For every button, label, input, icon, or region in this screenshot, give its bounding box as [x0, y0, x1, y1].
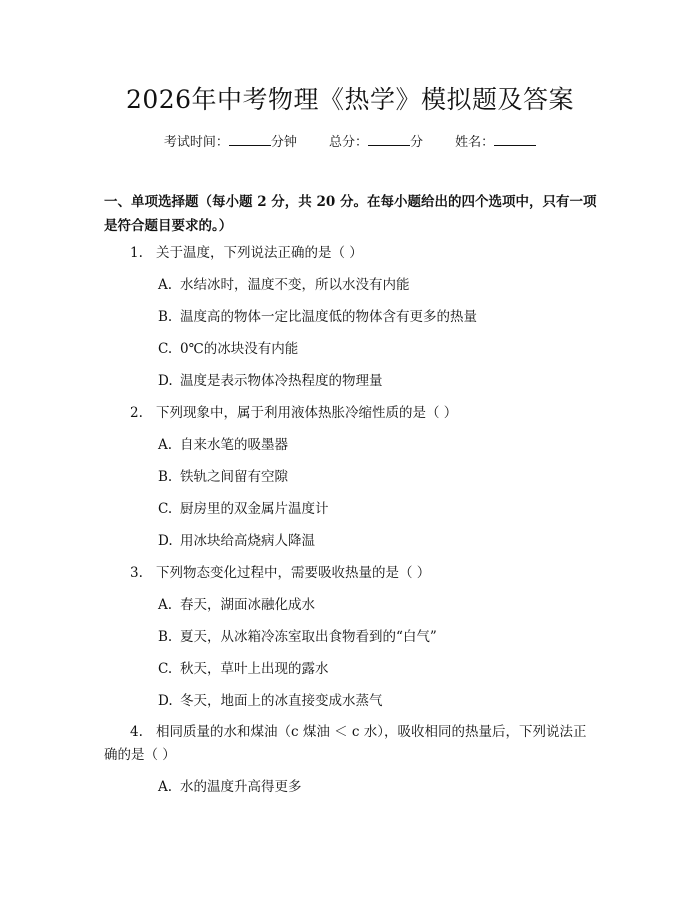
name-label: 姓名： — [455, 135, 495, 150]
time-label: 考试时间： — [163, 135, 229, 150]
question-stem: 相同质量的水和煤油（c 煤油 ＜ c 水），吸收相同的热量后，下列说法正 — [156, 724, 587, 740]
exam-info-line — [0, 131, 700, 150]
q1-option-a — [158, 275, 410, 295]
option-text: 用冰块给高烧病人降温 — [180, 533, 315, 549]
option-text: 秋天，草叶上出现的露水 — [180, 661, 329, 677]
option-label: B. — [158, 469, 173, 485]
option-text: 冬天，地面上的冰直接变成水蒸气 — [180, 693, 383, 709]
question-3 — [130, 563, 430, 583]
option-label: D. — [158, 533, 173, 549]
option-label: C. — [158, 341, 173, 357]
option-label: B. — [158, 309, 173, 325]
option-text: 自来水笔的吸墨器 — [180, 437, 288, 453]
question-number: 3. — [130, 565, 143, 581]
time-field — [164, 135, 301, 150]
q3-option-a — [158, 595, 315, 615]
option-text: 温度是表示物体冷热程度的物理量 — [180, 373, 383, 389]
option-label: D. — [158, 693, 173, 709]
score-unit: 分 — [410, 135, 424, 150]
question-number: 2. — [130, 405, 143, 421]
question-4 — [130, 722, 587, 742]
option-label: A. — [158, 779, 173, 795]
page-title: 2026年中考物理《热学》模拟题及答案 — [125, 85, 575, 114]
option-label: A. — [158, 437, 173, 453]
option-text: 水结冰时，温度不变，所以水没有内能 — [180, 277, 410, 293]
score-label: 总分： — [328, 135, 368, 150]
option-text: 夏天，从冰箱冷冻室取出食物看到的“白气” — [180, 629, 437, 645]
option-label: C. — [158, 661, 173, 677]
q3-option-b — [158, 627, 437, 647]
q2-option-a — [158, 435, 288, 455]
score-blank — [368, 133, 410, 146]
question-1 — [130, 243, 363, 263]
option-label: A. — [158, 597, 173, 613]
option-label: A. — [158, 277, 173, 293]
option-text: 铁轨之间留有空隙 — [180, 469, 288, 485]
option-label: D. — [158, 373, 173, 389]
question-number: 4. — [130, 724, 143, 740]
question-4-stem-continuation: 确的是（ ） — [104, 747, 176, 763]
option-text: 厨房里的双金属片温度计 — [180, 501, 329, 517]
score-field — [329, 135, 427, 150]
question-number: 1. — [130, 245, 143, 261]
question-stem: 下列物态变化过程中，需要吸收热量的是（ ） — [156, 565, 431, 581]
q4-option-a — [158, 777, 302, 797]
q1-option-d — [158, 371, 383, 391]
time-blank — [229, 133, 271, 146]
option-label: C. — [158, 501, 173, 517]
name-blank — [494, 133, 536, 146]
q1-option-c — [158, 339, 298, 359]
q1-option-b — [158, 307, 477, 327]
q2-option-c — [158, 499, 329, 519]
option-label: B. — [158, 629, 173, 645]
question-stem: 关于温度，下列说法正确的是（ ） — [156, 245, 363, 261]
time-unit: 分钟 — [270, 135, 297, 150]
section-heading: 一、单项选择题（每小题 2 分，共 20 分。在每小题给出的四个选项中，只有一项是符合题目要求的。） — [104, 194, 597, 234]
q2-option-b — [158, 467, 288, 487]
question-2 — [130, 403, 457, 423]
name-field — [455, 135, 536, 150]
q3-option-d — [158, 691, 383, 711]
question-stem: 下列现象中，属于利用液体热胀冷缩性质的是（ ） — [156, 405, 458, 421]
option-text: 春天，湖面冰融化成水 — [180, 597, 315, 613]
option-text: 温度高的物体一定比温度低的物体含有更多的热量 — [180, 309, 477, 325]
q2-option-d — [158, 531, 315, 551]
option-text: 0℃的冰块没有内能 — [180, 341, 299, 357]
q3-option-c — [158, 659, 329, 679]
option-text: 水的温度升高得更多 — [180, 779, 302, 795]
